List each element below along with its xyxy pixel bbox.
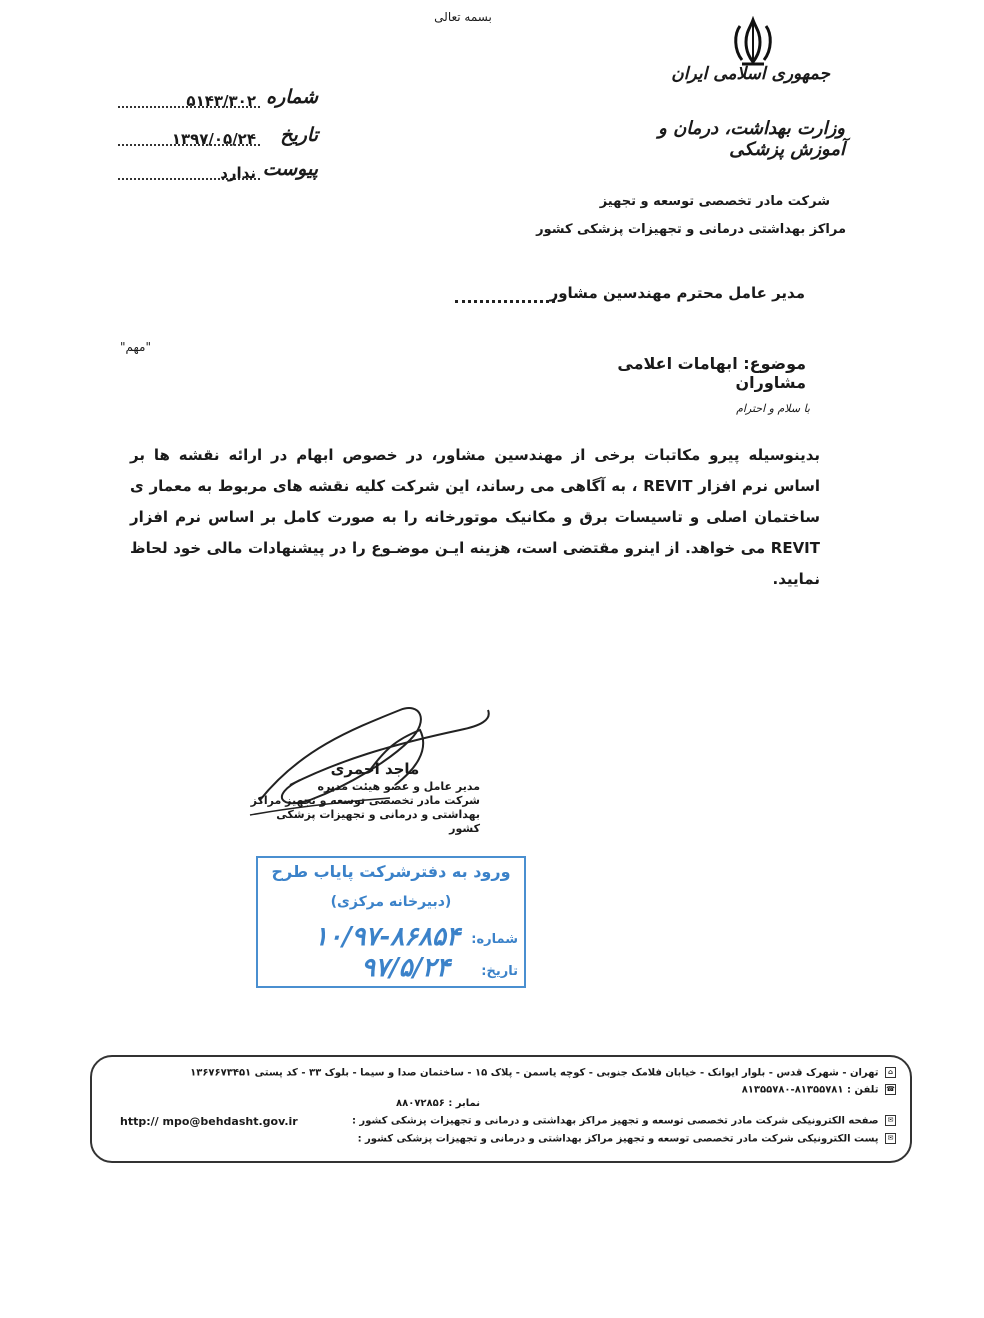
footer-address-line (112, 1067, 896, 1079)
letter-body: بدینوسیله پیرو مکاتبات برخی از مهندسین مشاور، در خصوص ابهام در ارائه نقشه ها بر اساس نرم افزار REVIT ، به آگاهی می رساند، این شرکت کلیه نقشه های مربوط به معمار ی ساختمان اصلی و تاسیسات برق و مکانیک موتورخانه را به صورت کامل بر اساس نرم افزار REVIT می خواهد. از اینرو مقتضی است، هزینه ایـن موضـوع را در پیشنهادات مالی خود لحاظ نمایید. (130, 446, 820, 588)
letter-date (118, 124, 318, 152)
greeting: با سلام و احترام (736, 402, 810, 415)
emblem-icon (728, 16, 778, 68)
receipt-stamp (256, 856, 526, 988)
signer-title-line-1: مدیر عامل و عضو هیئت مدیره (317, 780, 480, 793)
letter-number-value: ۵۱۴۳/۳۰۲ (186, 92, 256, 110)
ministry-line-1: جمهوری اسلامی ایران (671, 64, 830, 84)
footer-phone-line (112, 1084, 896, 1096)
footer-fax: نمابر : ۸۸۰۷۲۸۵۶ (396, 1098, 480, 1109)
signer-title-line-3: بهداشتی و درمانی و تجهیزات پزشکی کشور (276, 808, 480, 835)
stamp-number-label: شماره: (471, 932, 518, 947)
footer-website-url[interactable]: http:// mpo@behdasht.gov.ir (120, 1115, 298, 1128)
location-icon: ⌂ (885, 1067, 896, 1078)
stamp-date-label: تاریخ: (481, 964, 518, 979)
letter-footer (90, 1055, 912, 1163)
importance-mark: "مهم" (120, 340, 152, 354)
letter-attachment (118, 158, 318, 186)
signer-title (250, 780, 480, 836)
letter-number-label: شماره (266, 86, 318, 108)
stamp-number-value: ۱۰/۹۷-۸۶۸۵۴ (314, 922, 460, 952)
email-icon: ✉ (885, 1133, 896, 1144)
stamp-subtitle: (دبیرخانه مرکزی) (330, 894, 452, 910)
addressee-dots (455, 300, 555, 303)
company-line-1: شرکت مادر تخصصی توسعه و تجهیز (599, 194, 830, 209)
company-line-2: مراکز بهداشتی درمانی و تجهیزات پزشکی کشور (536, 222, 846, 237)
ministry-line-2: وزارت بهداشت، درمان و آموزش پزشکی (658, 118, 845, 160)
stamp-title: ورود به دفترشرکت پایاب طرح (271, 862, 511, 881)
addressee: مدیر عامل محترم مهندسین مشاور (549, 284, 805, 302)
web-icon: ✉ (885, 1115, 896, 1126)
footer-email: پست الکترونیکی شرکت مادر تخصصی توسعه و تجهیز مراکز بهداشتی و درمانی و تجهیزات پزشکی کشور : (357, 1133, 879, 1145)
phone-icon: ☎ (886, 1085, 895, 1093)
footer-website: صفحه الکترونیکی شرکت مادر تخصصی توسعه و تجهیز مراکز بهداشتی و درمانی و تجهیزات پزشکی کشور : (351, 1115, 879, 1127)
subject: موضوع: ابهامات اعلامی مشاوران (617, 354, 806, 392)
letter-date-label: تاریخ (280, 124, 318, 146)
letter-number (118, 86, 318, 114)
letter-attachment-value: ندارد (220, 164, 256, 182)
footer-email-line (112, 1133, 896, 1145)
basmala: بسمه تعالی (434, 10, 492, 24)
letter-attachment-label: پیوست (262, 158, 318, 180)
stamp-date-value: ۹۷/۵/۲۴ (361, 953, 450, 983)
letter-date-value: ۱۳۹۷/۰۵/۲۴ (171, 130, 256, 148)
signer-title-line-2: شرکت مادر تخصصی توسعه و تجهیز مراکز (250, 794, 480, 807)
signer-name: ماجد احمری (330, 760, 420, 778)
footer-fax-line (112, 1098, 480, 1109)
footer-phone: تلفن : ۸۱۳۵۵۷۸۱-۸۱۳۵۵۷۸۰ (741, 1084, 879, 1096)
footer-address: تهران - شهرک قدس - بلوار ایوانک - خیابان فلامک جنوبی - کوچه یاسمن - پلاک ۱۵ - ساختمان صدا و سیما - بلوک ۳۳ - کد پستی ۱۳۶۷۶۷۳۴۵۱ (190, 1067, 879, 1079)
